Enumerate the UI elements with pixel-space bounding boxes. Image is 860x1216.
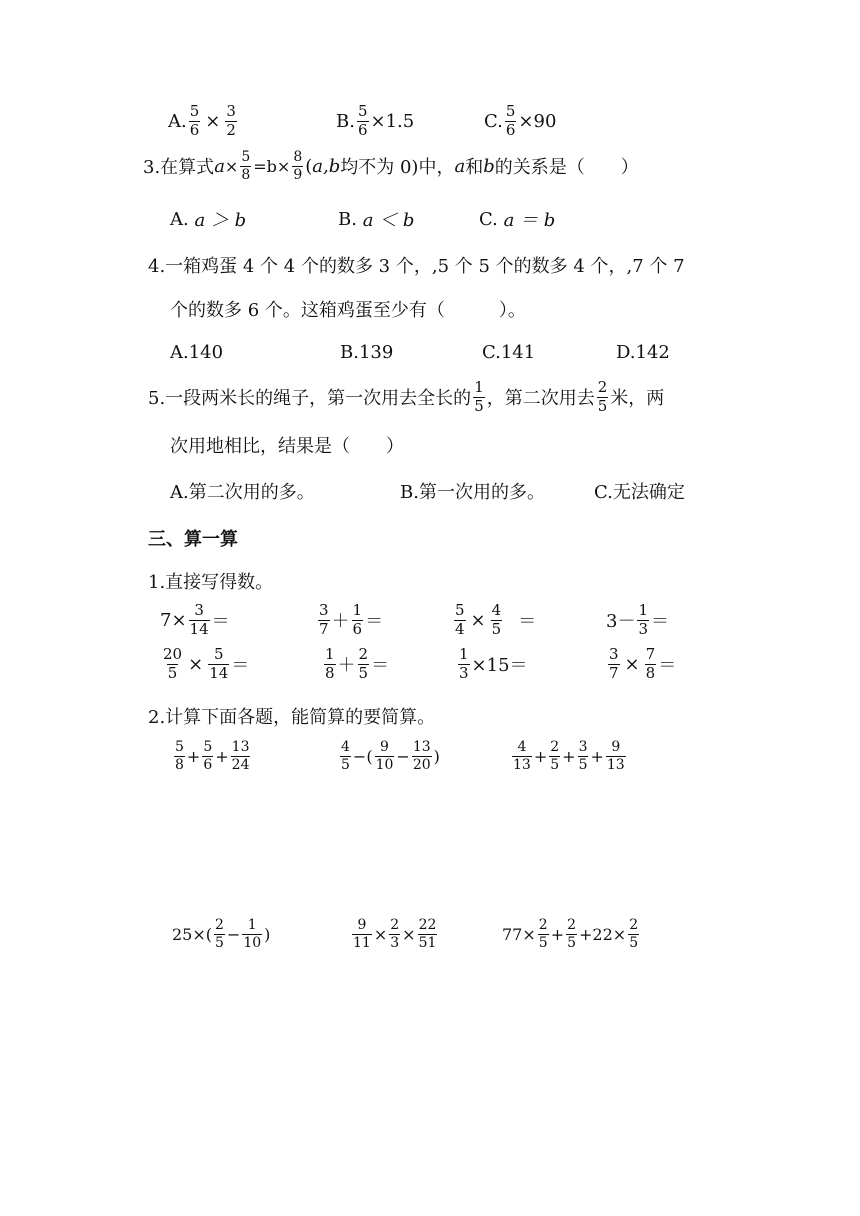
- fraction: [352, 603, 364, 638]
- denominator: 3: [638, 619, 648, 638]
- numerator: 5: [241, 149, 251, 165]
- fraction: [162, 647, 183, 682]
- q3-and: 和: [465, 157, 484, 179]
- denominator: 11: [353, 934, 371, 951]
- fraction: [606, 740, 626, 772]
- denominator: 7: [319, 619, 329, 638]
- operator: −(: [352, 746, 373, 766]
- numerator: 5: [213, 645, 224, 663]
- equals: ＝: [365, 611, 384, 633]
- fraction: [231, 740, 251, 772]
- fraction: [491, 603, 503, 638]
- denominator: 6: [357, 120, 368, 139]
- fraction: [505, 104, 517, 139]
- expr-lead: 77×: [502, 924, 536, 944]
- option-prefix: B.: [336, 110, 355, 132]
- fraction: [597, 380, 609, 415]
- denominator: 9: [293, 166, 303, 183]
- operator: −: [226, 924, 241, 944]
- question-3: [143, 150, 639, 182]
- q3-option-a: [170, 206, 246, 232]
- operator: +: [215, 746, 229, 766]
- q2-option-a: [168, 104, 239, 139]
- fraction: [458, 647, 470, 682]
- denominator: 5: [341, 756, 350, 773]
- numerator: 13: [231, 739, 250, 755]
- expr-tail: ×15＝: [471, 655, 528, 677]
- option-prefix: A.: [168, 110, 187, 132]
- q3-tail1: 均不为 0)中，: [340, 157, 455, 179]
- fraction: [174, 740, 185, 772]
- numerator: 2: [629, 917, 639, 933]
- denominator: 2: [226, 120, 236, 139]
- fraction: [318, 603, 330, 638]
- operator: ×: [624, 653, 640, 675]
- fraction: [208, 647, 229, 682]
- denominator: 10: [375, 756, 394, 773]
- equals: ＝: [211, 611, 230, 633]
- q5-line-2: 次用地相比，结果是（ ）: [170, 436, 404, 457]
- fraction: [324, 647, 336, 682]
- denominator: 8: [645, 663, 656, 682]
- equals: ＝: [231, 655, 250, 677]
- option-prefix: B.: [338, 208, 357, 230]
- q5-line-1: [148, 380, 664, 415]
- denominator: 3: [390, 934, 400, 951]
- fraction: [454, 603, 466, 638]
- numerator: 9: [611, 739, 621, 755]
- fraction: [628, 918, 639, 950]
- numerator: 1: [352, 601, 363, 619]
- operator: ×: [188, 653, 204, 675]
- q3-option-c: [479, 206, 555, 232]
- denominator: 5: [358, 663, 369, 682]
- denominator: 14: [189, 619, 209, 638]
- equals: ＝: [651, 611, 669, 633]
- numerator: 3: [194, 601, 204, 619]
- numerator: 4: [491, 601, 502, 619]
- numerator: 8: [293, 149, 303, 165]
- denominator: 5: [567, 934, 577, 951]
- numerator: 1: [325, 645, 335, 663]
- numerator: 2: [567, 917, 577, 933]
- denominator: 8: [175, 756, 184, 773]
- var-b: b: [483, 155, 495, 177]
- expr-lead: 25×(: [172, 924, 213, 944]
- denominator: 7: [609, 663, 619, 682]
- denominator: 5: [578, 756, 588, 773]
- operator: ×: [373, 924, 388, 944]
- q5-text: ，第二次用去: [486, 388, 595, 410]
- numerator: 5: [203, 739, 213, 755]
- operator: ×: [224, 156, 239, 176]
- fraction: [418, 918, 438, 950]
- numerator: 3: [226, 102, 236, 120]
- denominator: 4: [455, 619, 465, 638]
- numerator: 20: [163, 645, 183, 663]
- numerator: 1: [459, 645, 469, 663]
- fraction: [292, 150, 303, 182]
- fraction: [566, 918, 577, 950]
- direct-calc-r1c2: [316, 603, 383, 638]
- q5-option-a: A.第二次用的多。: [170, 482, 315, 503]
- operator: +22×: [579, 924, 627, 944]
- denominator: 5: [491, 619, 502, 638]
- equals: ＝: [658, 655, 677, 677]
- fraction: [242, 918, 262, 950]
- section-title: 三、算一算: [148, 529, 238, 550]
- denominator: 8: [325, 663, 335, 682]
- operator: ×: [470, 609, 486, 631]
- numerator: 2: [215, 917, 224, 933]
- expr-lead: 3－: [606, 611, 636, 633]
- operator: ×: [205, 110, 221, 132]
- option-tail: ×1.5: [370, 110, 415, 132]
- denominator: 5: [550, 756, 560, 773]
- numerator: 2: [538, 917, 548, 933]
- q4-line-2: 个的数多 6 个。这箱鸡蛋至少有（ ）。: [170, 300, 526, 321]
- numerator: 3: [319, 601, 329, 619]
- denominator: 14: [209, 663, 229, 682]
- operator: +: [550, 924, 565, 944]
- fraction: [473, 380, 485, 415]
- equals: ＝: [518, 611, 537, 633]
- operator: ＋: [331, 611, 350, 633]
- expr-lead: 7×: [160, 609, 187, 631]
- var-a: a: [454, 155, 466, 177]
- fraction: [512, 740, 532, 772]
- option-prefix: C.: [479, 208, 498, 230]
- calc-expr-1: [172, 740, 252, 772]
- q2-option-b: [336, 104, 414, 139]
- denominator: 10: [243, 934, 262, 951]
- q3-tail2: 的关系是（ ）: [494, 157, 639, 179]
- denominator: 6: [352, 619, 363, 638]
- operator: +: [590, 746, 604, 766]
- denominator: 13: [513, 756, 531, 773]
- q3-option-b: [338, 206, 414, 232]
- q5-text: 5.一段两米长的绳子，第一次用去全长的: [148, 388, 472, 410]
- fraction: [538, 918, 549, 950]
- paren: ): [433, 746, 440, 766]
- numerator: 3: [609, 645, 619, 663]
- denominator: 13: [606, 756, 625, 773]
- fraction: [202, 740, 213, 772]
- option-prefix: A.: [170, 208, 189, 230]
- denominator: 6: [189, 120, 200, 139]
- operator: ×: [402, 924, 416, 944]
- q5-text: 米，两: [610, 388, 665, 410]
- numerator: 7: [645, 645, 656, 663]
- equals: ＝: [371, 655, 390, 677]
- denominator: 51: [418, 934, 437, 951]
- numerator: 5: [175, 739, 184, 755]
- numerator: 13: [412, 739, 431, 755]
- direct-calc-r1c1: [160, 603, 230, 638]
- direct-calc-r1c4: [606, 603, 669, 638]
- direct-calc-r2c4: [606, 647, 676, 682]
- numerator: 1: [247, 917, 257, 933]
- numerator: 2: [550, 739, 560, 755]
- q5-option-c: C.无法确定: [594, 482, 685, 503]
- denominator: 5: [167, 663, 178, 682]
- option-expr: a ＝ b: [503, 210, 556, 231]
- fraction: [412, 740, 432, 772]
- denominator: 5: [538, 934, 548, 951]
- fraction: [189, 603, 210, 638]
- denominator: 5: [597, 396, 608, 415]
- operator: +: [562, 746, 576, 766]
- option-prefix: C.: [484, 110, 503, 132]
- operator: +: [186, 746, 201, 766]
- fraction: [645, 647, 657, 682]
- numerator: 5: [357, 102, 368, 120]
- denominator: 3: [459, 663, 469, 682]
- numerator: 22: [418, 917, 437, 933]
- numerator: 5: [505, 102, 516, 120]
- calc-expr-4: [172, 918, 270, 950]
- operator: ＋: [337, 655, 356, 677]
- fraction: [358, 647, 370, 682]
- numerator: 5: [189, 102, 200, 120]
- direct-calc-r2c3: [456, 647, 528, 682]
- option-tail: ×90: [518, 110, 557, 132]
- fraction: [389, 918, 400, 950]
- calc-expr-2: [338, 740, 440, 772]
- denominator: 24: [231, 756, 250, 773]
- q4-line-1: 4.一箱鸡蛋 4 个 4 个的数多 3 个，,5 个 5 个的数多 4 个，,7 个 7: [148, 256, 685, 277]
- numerator: 3: [578, 739, 588, 755]
- q3-prefix: 3.在算式: [143, 157, 215, 179]
- fraction: [352, 918, 372, 950]
- q5-option-b: B.第一次用的多。: [400, 482, 545, 503]
- option-expr: a ＞ b: [194, 210, 247, 231]
- calc-expr-6: [502, 918, 641, 950]
- fraction: [578, 740, 589, 772]
- numerator: 1: [638, 601, 648, 619]
- operator: −: [396, 746, 410, 766]
- denominator: 5: [629, 934, 639, 951]
- subsection-2-title: 2.计算下面各题，能简算的要简算。: [148, 707, 436, 728]
- fraction: [357, 104, 369, 139]
- direct-calc-r2c1: [160, 647, 249, 682]
- denominator: 6: [203, 756, 213, 773]
- paren: ): [264, 924, 271, 944]
- calc-expr-5: [350, 918, 439, 950]
- q4-option-b: B.139: [340, 342, 394, 363]
- var-a: a: [214, 155, 225, 177]
- denominator: 6: [505, 120, 516, 139]
- fraction: [225, 104, 237, 139]
- operator: +: [533, 746, 548, 766]
- q4-option-d: D.142: [616, 342, 670, 363]
- option-expr: a ＜ b: [362, 210, 415, 231]
- q4-option-c: C.141: [482, 342, 536, 363]
- subsection-1-title: 1.直接写得数。: [148, 572, 274, 593]
- denominator: 5: [215, 934, 224, 951]
- denominator: 20: [412, 756, 431, 773]
- numerator: 2: [390, 917, 400, 933]
- q3-vars: a,b: [312, 155, 341, 177]
- q4-option-a: A.140: [170, 342, 224, 363]
- direct-calc-r2c2: [322, 647, 389, 682]
- numerator: 2: [358, 645, 369, 663]
- numerator: 2: [597, 378, 608, 396]
- calc-expr-3: [510, 740, 628, 772]
- numerator: 9: [357, 917, 367, 933]
- fraction: [637, 603, 649, 638]
- fraction: [189, 104, 201, 139]
- numerator: 5: [455, 601, 465, 619]
- fraction: [214, 918, 225, 950]
- q3-equals: =b×: [253, 156, 291, 176]
- denominator: 8: [241, 166, 251, 183]
- direct-calc-r1c3: [452, 603, 536, 638]
- numerator: 9: [380, 739, 389, 755]
- numerator: 4: [517, 739, 527, 755]
- q2-option-c: [484, 104, 556, 139]
- fraction: [549, 740, 560, 772]
- numerator: 4: [341, 739, 350, 755]
- numerator: 1: [474, 378, 484, 396]
- denominator: 5: [474, 396, 484, 415]
- fraction: [375, 740, 395, 772]
- fraction: [240, 150, 251, 182]
- fraction: [608, 647, 620, 682]
- q3-paren: (: [305, 155, 313, 177]
- fraction: [340, 740, 351, 772]
